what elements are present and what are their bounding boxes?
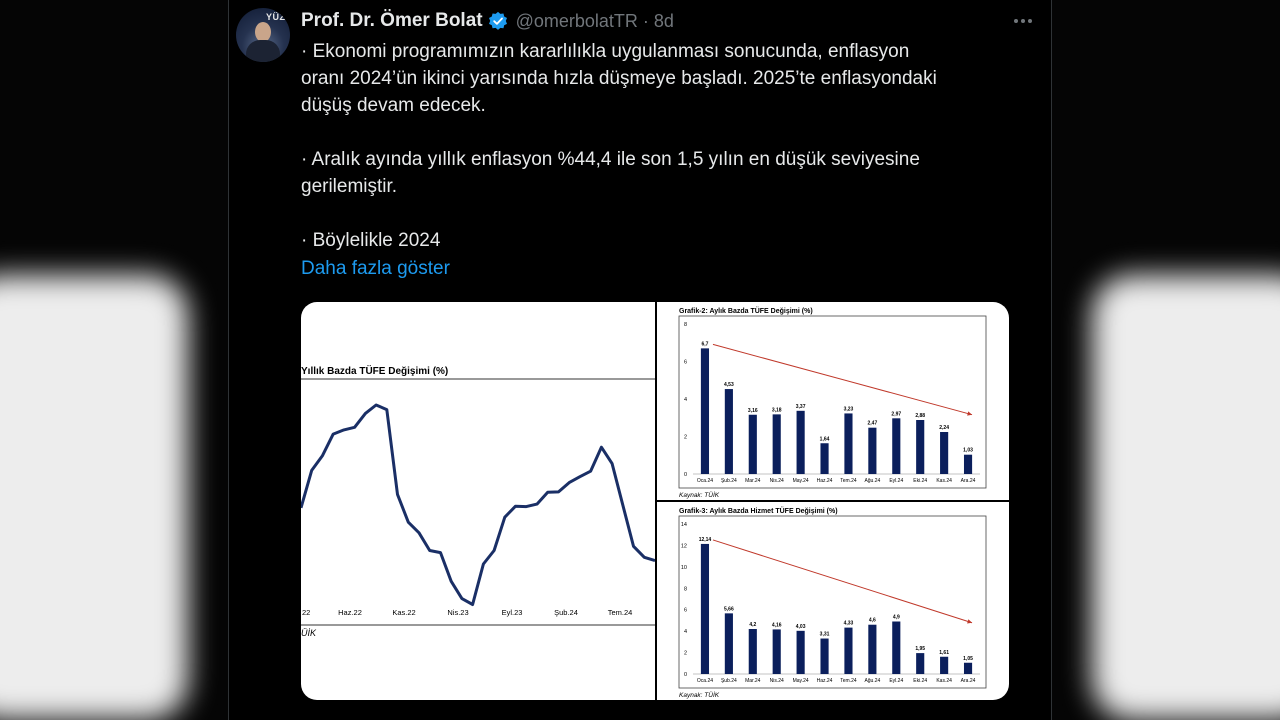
bar-value-label: 3,37 <box>795 403 806 410</box>
bar[interactable] <box>749 629 757 674</box>
annual-cpi-chart[interactable] <box>301 302 655 700</box>
author-name[interactable]: Prof. Dr. Ömer Bolat <box>301 10 483 31</box>
bar-value-label: 2,24 <box>939 425 949 431</box>
annual-cpi-svg <box>301 302 655 700</box>
chart-source: Kaynak: TÜİK <box>679 492 720 499</box>
trend-arrow <box>713 344 972 414</box>
y-tick-label: 8 <box>683 322 687 328</box>
chart-source: ÜİK <box>301 628 317 638</box>
x-tick-label: Eki.24 <box>913 678 928 684</box>
avatar-text: YÜZ <box>266 12 286 22</box>
x-tick-label: Oca.24 <box>696 478 714 484</box>
chart-title: Grafik-3: Aylık Bazda Hizmet TÜFE Değişimi (%) <box>679 508 838 515</box>
bar-value-label: 4,53 <box>724 382 734 389</box>
monthly-services-cpi-svg <box>657 502 1009 700</box>
y-tick-label: 8 <box>683 586 687 593</box>
bar[interactable] <box>820 443 828 474</box>
y-tick-label: 6 <box>683 607 687 614</box>
post-time[interactable]: 8d <box>653 10 674 31</box>
y-tick-label: 6 <box>683 359 687 366</box>
bar-value-label: 12,14 <box>698 536 712 543</box>
x-tick-label: Haz.24 <box>816 478 833 484</box>
x-tick-label: Tem.24 <box>607 608 633 617</box>
more-options-icon[interactable] <box>1009 10 1037 32</box>
bar-value-label: 1,95 <box>915 646 926 653</box>
bar-value-label: 4,03 <box>795 623 806 630</box>
x-tick-label: Nis.24 <box>769 678 784 684</box>
trend-arrow <box>713 540 972 623</box>
bar[interactable] <box>844 413 852 474</box>
tweet-paragraph: · Böylelikle 2024 <box>301 230 441 251</box>
chart-source: Kaynak: TÜİK <box>679 692 720 699</box>
tweet-header <box>301 10 674 32</box>
x-tick-label: Nis.23 <box>447 608 469 617</box>
bar-value-label: 5,66 <box>724 606 734 613</box>
y-tick-label: 4 <box>683 629 687 636</box>
y-tick-label: 2 <box>683 650 687 657</box>
monthly-cpi-svg <box>657 302 1009 500</box>
bar-value-label: 6,7 <box>701 341 709 348</box>
bar-value-label: 3,31 <box>819 631 830 638</box>
x-tick-label: Eyl.24 <box>889 678 904 684</box>
x-tick-label: Eyl.24 <box>889 478 904 484</box>
x-tick-label: Nis.24 <box>769 478 784 484</box>
show-more-link[interactable]: Daha fazla göster <box>301 258 450 279</box>
bar-value-label: 4,6 <box>868 617 876 624</box>
bar[interactable] <box>940 657 948 674</box>
bar-value-label: 3,18 <box>771 407 782 414</box>
bar[interactable] <box>701 348 709 474</box>
bar[interactable] <box>964 663 972 674</box>
bar[interactable] <box>820 639 828 674</box>
bar-value-label: 2,88 <box>915 413 926 419</box>
bar[interactable] <box>797 631 805 674</box>
blurred-background-card <box>0 275 188 720</box>
avatar-body <box>246 40 280 62</box>
tweet-media[interactable] <box>301 302 1009 700</box>
bar[interactable] <box>916 420 924 474</box>
bar[interactable] <box>868 428 876 474</box>
bar-value-label: 1,61 <box>939 649 949 656</box>
tweet-paragraph: · Ekonomi programımızın kararlılıkla uygulanması sonucunda, enflasyon oranı 2024’ün ikinci yarısında hızla düşmeye başladı. 2025’te enflasyondaki düşüş devam edecek. <box>301 41 937 116</box>
bar[interactable] <box>916 653 924 674</box>
bar[interactable] <box>892 418 900 474</box>
x-tick-label: Mar.24 <box>745 478 761 484</box>
y-tick-label: 10 <box>680 564 687 571</box>
monthly-services-cpi-chart[interactable] <box>657 502 1009 700</box>
verified-badge-icon <box>488 11 508 31</box>
bar[interactable] <box>773 414 781 474</box>
x-tick-label: May.24 <box>792 678 809 684</box>
bar[interactable] <box>749 415 757 474</box>
x-tick-label: Ağu.24 <box>864 678 881 684</box>
bar[interactable] <box>868 625 876 674</box>
y-tick-label: 14 <box>680 522 687 528</box>
y-tick-label: 2 <box>683 434 687 441</box>
background-left <box>0 0 228 720</box>
monthly-cpi-chart[interactable] <box>657 302 1009 500</box>
x-tick-label: 22 <box>302 608 311 617</box>
y-tick-label: 12 <box>680 543 687 550</box>
bar[interactable] <box>773 629 781 674</box>
x-tick-label: Kas.24 <box>936 678 952 684</box>
trend-arrow-head <box>967 619 972 623</box>
bar[interactable] <box>940 432 948 474</box>
author-handle[interactable]: @omerbolatTR <box>515 10 638 31</box>
tweet-text <box>301 38 1021 254</box>
bar-value-label: 1,03 <box>963 447 973 454</box>
cpi-series-line <box>301 405 655 605</box>
separator-dot: · <box>642 10 649 31</box>
x-tick-label: Eyl.23 <box>501 608 523 617</box>
x-tick-label: Ağu.24 <box>864 478 881 484</box>
chart-title: Grafik-2: Aylık Bazda TÜFE Değişimi (%) <box>679 308 813 315</box>
avatar[interactable] <box>236 8 290 62</box>
x-tick-label: Kas.22 <box>392 608 416 617</box>
bar[interactable] <box>964 455 972 474</box>
bar-value-label: 3,23 <box>843 406 854 413</box>
x-tick-label: Haz.22 <box>338 608 362 617</box>
x-tick-label: Kas.24 <box>936 478 952 484</box>
bar-value-label: 4,33 <box>843 620 854 627</box>
x-tick-label: Haz.24 <box>816 678 833 684</box>
y-tick-label: 0 <box>683 672 687 678</box>
y-tick-label: 4 <box>683 397 687 403</box>
bar[interactable] <box>892 622 900 675</box>
x-tick-label: Ara.24 <box>960 678 976 684</box>
x-tick-label: Ara.24 <box>960 478 976 484</box>
bar-value-label: 3,16 <box>747 407 758 414</box>
x-tick-label: Şub.24 <box>720 678 737 684</box>
bar[interactable] <box>844 628 852 674</box>
x-tick-label: Tem.24 <box>840 478 857 484</box>
x-tick-label: Oca.24 <box>696 678 714 684</box>
bar-value-label: 2,47 <box>867 420 878 427</box>
x-tick-label: May.24 <box>792 478 809 484</box>
bar[interactable] <box>725 389 733 474</box>
bar-value-label: 2,97 <box>891 411 902 418</box>
x-tick-label: Şub.24 <box>720 478 737 484</box>
bar-value-label: 4,2 <box>749 622 757 628</box>
avatar-face <box>255 22 271 42</box>
bar[interactable] <box>701 544 709 674</box>
blurred-background-card <box>1092 275 1280 720</box>
y-tick-label: 0 <box>683 472 687 478</box>
x-tick-label: Eki.24 <box>913 478 928 484</box>
x-tick-label: Mar.24 <box>745 678 761 684</box>
bar[interactable] <box>725 613 733 674</box>
bar-value-label: 1,64 <box>819 436 830 443</box>
background-right <box>1052 0 1280 720</box>
x-tick-label: Tem.24 <box>840 678 857 684</box>
bar[interactable] <box>797 411 805 474</box>
tweet-paragraph: · Aralık ayında yıllık enflasyon %44,4 ile son 1,5 yılın en düşük seviyesine gerilemiştir. <box>301 149 920 197</box>
x-tick-label: Şub.24 <box>554 608 578 617</box>
bar-value-label: 4,16 <box>771 622 782 629</box>
bar-value-label: 4,9 <box>892 614 900 621</box>
bar-value-label: 1,05 <box>963 655 973 662</box>
chart-title: Yıllık Bazda TÜFE Değişimi (%) <box>301 366 449 377</box>
tweet-card <box>228 0 1052 720</box>
